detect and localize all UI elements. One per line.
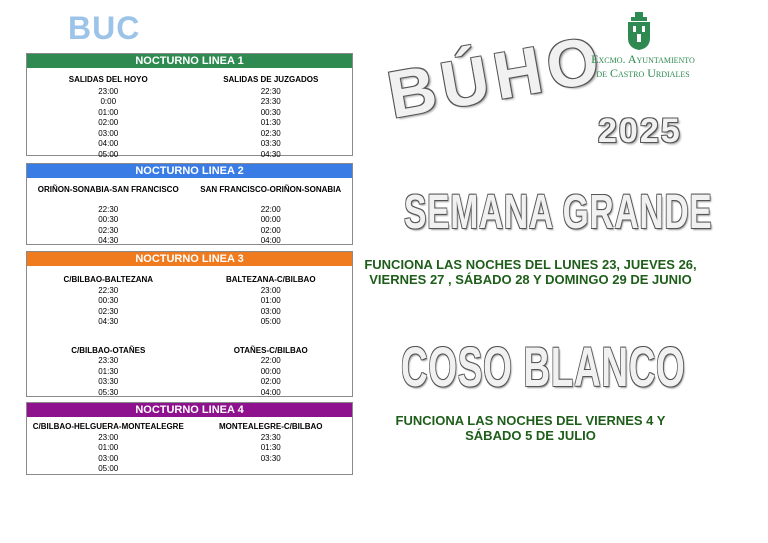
time-entry: 04:00 — [260, 236, 281, 245]
time-entry: 22:30 — [98, 204, 119, 214]
time-entry: 23:30 — [98, 356, 119, 365]
linea-title: NOCTURNO LINEA 4 — [27, 403, 352, 417]
schedule-column-left — [27, 75, 190, 160]
schedule-column-right — [190, 275, 353, 328]
time-entry: 00:30 — [260, 107, 281, 117]
coso-blanco-title: COSO BLANCO — [401, 335, 686, 398]
time-entry: 00:30 — [98, 215, 119, 224]
time-entry: 03:00 — [98, 128, 119, 138]
schedule-column-left — [27, 185, 190, 247]
column-header: C/BILBAO-BALTEZANA — [63, 275, 154, 284]
time-entry: 02:00 — [260, 225, 281, 235]
schedule-block — [27, 417, 352, 475]
column-header: C/BILBAO-HELGUERA-MONTEALEGRE — [32, 422, 184, 431]
year-headline: 2025 — [598, 112, 682, 150]
schedule-linea-2 — [26, 163, 353, 245]
time-entry: 23:30 — [260, 97, 281, 106]
time-entry: 04:00 — [98, 139, 119, 148]
schedule-block — [27, 178, 352, 247]
column-header: SALIDAS DE JUZGADOS — [223, 75, 319, 84]
time-entry: 02:30 — [98, 306, 119, 316]
column-header: SALIDAS DEL HOYO — [68, 75, 148, 84]
schedule-linea-3 — [26, 251, 353, 397]
schedule-column-right — [190, 185, 353, 247]
schedule-column-left — [27, 346, 190, 399]
time-entry: 23:00 — [260, 285, 281, 295]
castle-crest-icon — [625, 12, 653, 50]
column-header: C/BILBAO-OTAÑES — [71, 345, 146, 355]
brand-logo: BUC — [68, 10, 141, 46]
linea-title: NOCTURNO LINEA 3 — [27, 252, 352, 266]
schedule-column-right — [190, 75, 353, 160]
time-entry: 22:00 — [260, 204, 281, 214]
time-entry: 0:00 — [100, 97, 117, 106]
linea-title: NOCTURNO LINEA 2 — [27, 164, 352, 178]
time-entry: 23:00 — [98, 432, 119, 442]
time-entry: 22:30 — [98, 285, 119, 295]
time-entry: 04:30 — [98, 236, 119, 245]
semana-grande-schedule-text: FUNCIONA LAS NOCHES DEL LUNES 23, JUEVES 26, VIERNES 27 , SÁBADO 28 Y DOMINGO 29 DE JUNIO — [364, 257, 697, 287]
time-entry: 04:30 — [98, 317, 119, 326]
time-entry: 03:00 — [98, 453, 119, 463]
time-entry: 00:00 — [260, 215, 281, 224]
time-entry: 05:00 — [98, 464, 119, 473]
schedule-column-left — [27, 422, 190, 475]
time-entry: 01:30 — [260, 443, 281, 452]
schedule-column-left — [27, 275, 190, 328]
column-header: SAN FRANCISCO-ORIÑON-SONABIA — [200, 185, 342, 194]
time-entry: 03:30 — [260, 139, 281, 148]
time-entry: 03:00 — [260, 306, 281, 316]
ayuntamiento-line-1: Excmo. Ayuntamiento — [591, 52, 695, 66]
schedule-column-right — [190, 422, 353, 475]
time-entry: 23:00 — [98, 86, 119, 96]
semana-grande-title: SEMANA GRANDE — [404, 186, 713, 239]
time-entry: 01:00 — [98, 443, 119, 452]
ayuntamiento-line-2: de Castro Urdiales — [596, 66, 690, 80]
time-entry: 03:30 — [98, 377, 119, 386]
ayuntamiento-name — [578, 52, 708, 80]
time-entry: 01:00 — [260, 296, 281, 305]
schedule-linea-1 — [26, 53, 353, 159]
linea-title: NOCTURNO LINEA 1 — [27, 54, 352, 68]
buho-headline: BÚHO — [382, 21, 611, 132]
time-entry: 02:30 — [260, 128, 281, 138]
schedule-linea-4 — [26, 402, 353, 475]
time-entry: 23:30 — [260, 432, 281, 442]
time-entry: 04:30 — [260, 149, 281, 159]
schedule-block — [27, 68, 352, 160]
time-entry: 02:00 — [98, 118, 119, 127]
time-entry: 00:30 — [98, 296, 119, 305]
schedule-block — [27, 266, 352, 328]
time-entry: 00:00 — [260, 366, 281, 376]
time-entry: 02:00 — [260, 377, 281, 386]
time-entry: 05:00 — [260, 317, 281, 326]
column-header: OTAÑES-C/BILBAO — [233, 345, 308, 355]
time-entry: 22:30 — [260, 86, 281, 96]
coso-blanco-schedule-text: FUNCIONA LAS NOCHES DEL VIERNES 4 Y SÁBADO 5 DE JULIO — [395, 413, 666, 443]
schedule-column-right — [190, 346, 353, 399]
time-entry: 22:00 — [260, 356, 281, 365]
time-entry: 02:30 — [98, 225, 119, 235]
time-entry: 03:30 — [260, 453, 281, 463]
column-header: MONTEALEGRE-C/BILBAO — [218, 422, 323, 431]
time-entry: 05:00 — [98, 149, 119, 159]
schedule-block — [27, 328, 352, 399]
time-entry: 05:30 — [98, 387, 119, 397]
time-entry: 01:00 — [98, 107, 119, 117]
time-entry: 01:30 — [260, 118, 281, 127]
column-header: BALTEZANA-C/BILBAO — [225, 275, 316, 284]
column-header: ORIÑON-SONABIA-SAN FRANCISCO — [37, 185, 179, 194]
time-entry: 01:30 — [98, 366, 119, 376]
time-entry: 04:00 — [260, 387, 281, 397]
